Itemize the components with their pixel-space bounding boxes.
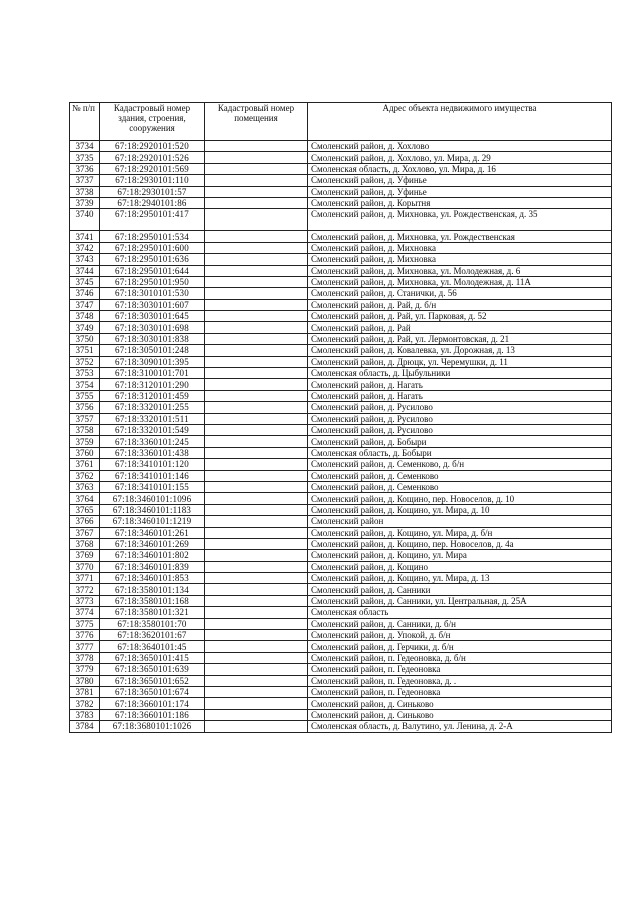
address-cell: Смоленская область, д. Бобыри xyxy=(308,447,612,458)
cadastral-premises-cell xyxy=(205,698,308,709)
table-row xyxy=(70,573,612,584)
row-number: 3782 xyxy=(70,698,100,709)
cadastral-building-cell: 67:18:2920101:520 xyxy=(100,141,205,152)
address-cell: Смоленский район, д. Михновка, ул. Рождественская xyxy=(308,231,612,242)
cadastral-premises-cell xyxy=(205,424,308,435)
table-row xyxy=(70,242,612,253)
row-number: 3777 xyxy=(70,641,100,652)
cadastral-building-cell: 67:18:3460101:1219 xyxy=(100,516,205,527)
address-cell: Смоленский район, д. Михновка, ул. Молодежная, д. 6 xyxy=(308,265,612,276)
cadastral-premises-cell xyxy=(205,368,308,379)
address-cell: Смоленский район, д. Рай, ул. Лермонтовская, д. 21 xyxy=(308,333,612,344)
address-cell: Смоленский район, д. Синьково xyxy=(308,709,612,720)
cadastral-premises-cell xyxy=(205,231,308,242)
cadastral-premises-cell xyxy=(205,459,308,470)
table-row xyxy=(70,584,612,595)
cadastral-building-cell: 67:18:3620101:67 xyxy=(100,630,205,641)
cadastral-building-cell: 67:18:3640101:45 xyxy=(100,641,205,652)
header-number: № п/п xyxy=(70,103,100,141)
row-number: 3760 xyxy=(70,447,100,458)
address-cell: Смоленский район, д. Михновка, ул. Молодежная, д. 11А xyxy=(308,276,612,287)
address-cell: Смоленский район, д. Кощино, ул. Мира, д. 10 xyxy=(308,504,612,515)
cadastral-premises-cell xyxy=(205,504,308,515)
table-row xyxy=(70,322,612,333)
cadastral-building-cell: 67:18:3120101:290 xyxy=(100,379,205,390)
address-cell: Смоленский район, д. Нагать xyxy=(308,379,612,390)
row-number: 3750 xyxy=(70,333,100,344)
address-cell: Смоленский район, д. Уфинье xyxy=(308,186,612,197)
table-row xyxy=(70,175,612,186)
address-cell: Смоленский район, д. Станички, д. 56 xyxy=(308,288,612,299)
cadastral-building-cell: 67:18:3580101:134 xyxy=(100,584,205,595)
cadastral-premises-cell xyxy=(205,311,308,322)
cadastral-building-cell: 67:18:3660101:174 xyxy=(100,698,205,709)
table-row xyxy=(70,538,612,549)
row-number: 3746 xyxy=(70,288,100,299)
row-number: 3740 xyxy=(70,209,100,231)
cadastral-building-cell: 67:18:3410101:155 xyxy=(100,481,205,492)
row-number: 3748 xyxy=(70,311,100,322)
cadastral-premises-cell xyxy=(205,163,308,174)
table-row xyxy=(70,356,612,367)
row-number: 3747 xyxy=(70,299,100,310)
row-number: 3784 xyxy=(70,721,100,732)
row-number: 3742 xyxy=(70,242,100,253)
cadastral-building-cell: 67:18:3460101:802 xyxy=(100,550,205,561)
address-cell: Смоленский район, п. Гедеоновка xyxy=(308,686,612,697)
address-cell: Смоленский район, д. Корытня xyxy=(308,197,612,208)
cadastral-building-cell: 67:18:3360101:245 xyxy=(100,436,205,447)
address-cell: Смоленская область, д. Цыбульники xyxy=(308,368,612,379)
row-number: 3756 xyxy=(70,402,100,413)
row-number: 3752 xyxy=(70,356,100,367)
cadastral-premises-cell xyxy=(205,379,308,390)
address-cell: Смоленская область, д. Валутино, ул. Ленина, д. 2-А xyxy=(308,721,612,732)
cadastral-premises-cell xyxy=(205,276,308,287)
table-row xyxy=(70,561,612,572)
row-number: 3783 xyxy=(70,709,100,720)
cadastral-building-cell: 67:18:3030101:838 xyxy=(100,333,205,344)
cadastral-building-cell: 67:18:3120101:459 xyxy=(100,390,205,401)
address-cell: Смоленский район, д. Санники xyxy=(308,584,612,595)
row-number: 3738 xyxy=(70,186,100,197)
cadastral-building-cell: 67:18:3460101:1183 xyxy=(100,504,205,515)
address-cell: Смоленский район, д. Санники, д. б/н xyxy=(308,618,612,629)
row-number: 3770 xyxy=(70,561,100,572)
row-number: 3772 xyxy=(70,584,100,595)
address-cell: Смоленский район, д. Кощино, ул. Мира, д. 13 xyxy=(308,573,612,584)
cadastral-building-cell: 67:18:2930101:110 xyxy=(100,175,205,186)
table-row xyxy=(70,209,612,231)
cadastral-building-cell: 67:18:3650101:415 xyxy=(100,652,205,663)
row-number: 3774 xyxy=(70,607,100,618)
cadastral-premises-cell xyxy=(205,197,308,208)
row-number: 3765 xyxy=(70,504,100,515)
cadastral-building-cell: 67:18:3090101:395 xyxy=(100,356,205,367)
address-cell: Смоленский район, д. Хохлово, ул. Мира, д. 29 xyxy=(308,152,612,163)
cadastral-premises-cell xyxy=(205,652,308,663)
cadastral-building-cell: 67:18:2940101:86 xyxy=(100,197,205,208)
cadastral-premises-cell xyxy=(205,470,308,481)
cadastral-building-cell: 67:18:2920101:569 xyxy=(100,163,205,174)
cadastral-building-cell: 67:18:2950101:534 xyxy=(100,231,205,242)
cadastral-premises-cell xyxy=(205,402,308,413)
cadastral-premises-cell xyxy=(205,322,308,333)
table-row xyxy=(70,276,612,287)
table-header-row xyxy=(70,103,612,141)
row-number: 3761 xyxy=(70,459,100,470)
cadastral-building-cell: 67:18:3030101:645 xyxy=(100,311,205,322)
cadastral-premises-cell xyxy=(205,709,308,720)
address-cell: Смоленский район, д. Нагать xyxy=(308,390,612,401)
cadastral-premises-cell xyxy=(205,209,308,231)
table-row xyxy=(70,186,612,197)
address-cell: Смоленский район, д. Михновка, ул. Рождественская, д. 35 xyxy=(308,209,612,231)
address-cell: Смоленский район, д. Русилово xyxy=(308,424,612,435)
cadastral-premises-cell xyxy=(205,607,308,618)
table-body xyxy=(70,141,612,733)
row-number: 3769 xyxy=(70,550,100,561)
cadastral-building-cell: 67:18:3580101:70 xyxy=(100,618,205,629)
row-number: 3741 xyxy=(70,231,100,242)
table-row xyxy=(70,470,612,481)
cadastral-premises-cell xyxy=(205,254,308,265)
table-row xyxy=(70,231,612,242)
cadastral-premises-cell xyxy=(205,595,308,606)
address-cell: Смоленский район xyxy=(308,516,612,527)
cadastral-building-cell: 67:18:3410101:146 xyxy=(100,470,205,481)
cadastral-premises-cell xyxy=(205,288,308,299)
row-number: 3744 xyxy=(70,265,100,276)
table-row xyxy=(70,516,612,527)
address-cell: Смоленский район, д. Бобыри xyxy=(308,436,612,447)
row-number: 3743 xyxy=(70,254,100,265)
row-number: 3736 xyxy=(70,163,100,174)
cadastral-premises-cell xyxy=(205,675,308,686)
cadastral-premises-cell xyxy=(205,175,308,186)
cadastral-building-cell: 67:18:3050101:248 xyxy=(100,345,205,356)
cadastral-building-cell: 67:18:3360101:438 xyxy=(100,447,205,458)
row-number: 3734 xyxy=(70,141,100,152)
row-number: 3779 xyxy=(70,664,100,675)
row-number: 3778 xyxy=(70,652,100,663)
address-cell: Смоленский район, п. Гедеоновка xyxy=(308,664,612,675)
cadastral-building-cell: 67:18:2950101:417 xyxy=(100,209,205,231)
table-row xyxy=(70,698,612,709)
property-register-table xyxy=(69,102,612,733)
address-cell: Смоленский район, д. Кощино, ул. Мира, д. б/н xyxy=(308,527,612,538)
address-cell: Смоленский район, д. Рай, д. б/н xyxy=(308,299,612,310)
cadastral-building-cell: 67:18:3460101:1096 xyxy=(100,493,205,504)
row-number: 3764 xyxy=(70,493,100,504)
table-row xyxy=(70,459,612,470)
row-number: 3757 xyxy=(70,413,100,424)
address-cell: Смоленский район, д. Русилово xyxy=(308,402,612,413)
header-cadastral-premises: Кадастровый номер помещения xyxy=(205,103,308,141)
row-number: 3735 xyxy=(70,152,100,163)
cadastral-premises-cell xyxy=(205,664,308,675)
table-row xyxy=(70,141,612,152)
row-number: 3759 xyxy=(70,436,100,447)
row-number: 3771 xyxy=(70,573,100,584)
cadastral-building-cell: 67:18:3580101:168 xyxy=(100,595,205,606)
row-number: 3737 xyxy=(70,175,100,186)
cadastral-premises-cell xyxy=(205,686,308,697)
address-cell: Смоленский район, д. Герчики, д. б/н xyxy=(308,641,612,652)
cadastral-premises-cell xyxy=(205,561,308,572)
cadastral-premises-cell xyxy=(205,141,308,152)
address-cell: Смоленский район, д. Дрюцк, ул. Черемушки, д. 11 xyxy=(308,356,612,367)
table-row xyxy=(70,595,612,606)
cadastral-building-cell: 67:18:3650101:639 xyxy=(100,664,205,675)
cadastral-building-cell: 67:18:2950101:950 xyxy=(100,276,205,287)
table-row xyxy=(70,652,612,663)
cadastral-premises-cell xyxy=(205,265,308,276)
address-cell: Смоленский район, д. Кощино xyxy=(308,561,612,572)
address-cell: Смоленский район, д. Рай, ул. Парковая, д. 52 xyxy=(308,311,612,322)
cadastral-premises-cell xyxy=(205,356,308,367)
cadastral-premises-cell xyxy=(205,333,308,344)
row-number: 3775 xyxy=(70,618,100,629)
table-row xyxy=(70,618,612,629)
cadastral-premises-cell xyxy=(205,345,308,356)
table-row xyxy=(70,163,612,174)
cadastral-premises-cell xyxy=(205,516,308,527)
cadastral-building-cell: 67:18:3650101:674 xyxy=(100,686,205,697)
table-row xyxy=(70,550,612,561)
cadastral-building-cell: 67:18:3460101:269 xyxy=(100,538,205,549)
cadastral-building-cell: 67:18:2950101:636 xyxy=(100,254,205,265)
table-row xyxy=(70,686,612,697)
address-cell: Смоленская область xyxy=(308,607,612,618)
cadastral-premises-cell xyxy=(205,641,308,652)
table-row xyxy=(70,152,612,163)
table-row xyxy=(70,481,612,492)
table-row xyxy=(70,197,612,208)
header-cadastral-building: Кадастровый номер здания, строения, сооружения xyxy=(100,103,205,141)
address-cell: Смоленский район, д. Санники, ул. Центральная, д. 25А xyxy=(308,595,612,606)
cadastral-building-cell: 67:18:3650101:652 xyxy=(100,675,205,686)
table-row xyxy=(70,664,612,675)
address-cell: Смоленский район, д. Кощино, пер. Новоселов, д. 10 xyxy=(308,493,612,504)
table-row xyxy=(70,721,612,732)
address-cell: Смоленский район, д. Уфинье xyxy=(308,175,612,186)
address-cell: Смоленский район, д. Семенково, д. б/н xyxy=(308,459,612,470)
table-row xyxy=(70,527,612,538)
cadastral-premises-cell xyxy=(205,493,308,504)
table-row xyxy=(70,413,612,424)
table-row xyxy=(70,630,612,641)
cadastral-building-cell: 67:18:2930101:57 xyxy=(100,186,205,197)
address-cell: Смоленский район, д. Хохлово xyxy=(308,141,612,152)
row-number: 3776 xyxy=(70,630,100,641)
cadastral-premises-cell xyxy=(205,186,308,197)
table-row xyxy=(70,368,612,379)
cadastral-premises-cell xyxy=(205,390,308,401)
address-cell: Смоленский район, д. Русилово xyxy=(308,413,612,424)
address-cell: Смоленский район, д. Семенково xyxy=(308,470,612,481)
address-cell: Смоленский район, п. Гедеоновка, д. . xyxy=(308,675,612,686)
cadastral-premises-cell xyxy=(205,550,308,561)
cadastral-premises-cell xyxy=(205,447,308,458)
table-row xyxy=(70,447,612,458)
cadastral-building-cell: 67:18:2920101:526 xyxy=(100,152,205,163)
address-cell: Смоленская область, д. Хохлово, ул. Мира, д. 16 xyxy=(308,163,612,174)
cadastral-building-cell: 67:18:3460101:853 xyxy=(100,573,205,584)
cadastral-building-cell: 67:18:3030101:698 xyxy=(100,322,205,333)
table-row xyxy=(70,254,612,265)
address-cell: Смоленский район, д. Кощино, ул. Мира xyxy=(308,550,612,561)
table-row xyxy=(70,299,612,310)
row-number: 3755 xyxy=(70,390,100,401)
table-row xyxy=(70,504,612,515)
row-number: 3753 xyxy=(70,368,100,379)
cadastral-building-cell: 67:18:3680101:1026 xyxy=(100,721,205,732)
cadastral-building-cell: 67:18:3660101:186 xyxy=(100,709,205,720)
row-number: 3758 xyxy=(70,424,100,435)
table-row xyxy=(70,675,612,686)
row-number: 3773 xyxy=(70,595,100,606)
cadastral-building-cell: 67:18:3320101:255 xyxy=(100,402,205,413)
cadastral-premises-cell xyxy=(205,436,308,447)
row-number: 3763 xyxy=(70,481,100,492)
cadastral-premises-cell xyxy=(205,481,308,492)
cadastral-premises-cell xyxy=(205,152,308,163)
cadastral-building-cell: 67:18:3030101:607 xyxy=(100,299,205,310)
row-number: 3766 xyxy=(70,516,100,527)
table-row xyxy=(70,641,612,652)
row-number: 3751 xyxy=(70,345,100,356)
row-number: 3767 xyxy=(70,527,100,538)
cadastral-building-cell: 67:18:3410101:120 xyxy=(100,459,205,470)
table-row xyxy=(70,265,612,276)
table-row xyxy=(70,311,612,322)
table-row xyxy=(70,288,612,299)
header-address: Адрес объекта недвижимого имущества xyxy=(308,103,612,141)
row-number: 3739 xyxy=(70,197,100,208)
address-cell: Смоленский район, д. Михновка xyxy=(308,242,612,253)
cadastral-building-cell: 67:18:2950101:600 xyxy=(100,242,205,253)
cadastral-building-cell: 67:18:3580101:321 xyxy=(100,607,205,618)
address-cell: Смоленский район, д. Ковалевка, ул. Дорожная, д. 13 xyxy=(308,345,612,356)
cadastral-building-cell: 67:18:3320101:549 xyxy=(100,424,205,435)
table-row xyxy=(70,390,612,401)
row-number: 3768 xyxy=(70,538,100,549)
table-row xyxy=(70,424,612,435)
cadastral-premises-cell xyxy=(205,584,308,595)
table-row xyxy=(70,607,612,618)
cadastral-premises-cell xyxy=(205,538,308,549)
address-cell: Смоленский район, п. Гедеоновка, д. б/н xyxy=(308,652,612,663)
table-row xyxy=(70,345,612,356)
table-row xyxy=(70,333,612,344)
row-number: 3762 xyxy=(70,470,100,481)
cadastral-building-cell: 67:18:2950101:644 xyxy=(100,265,205,276)
table-row xyxy=(70,402,612,413)
cadastral-premises-cell xyxy=(205,630,308,641)
row-number: 3754 xyxy=(70,379,100,390)
address-cell: Смоленский район, д. Упокой, д. б/н xyxy=(308,630,612,641)
cadastral-building-cell: 67:18:3100101:701 xyxy=(100,368,205,379)
cadastral-building-cell: 67:18:3320101:511 xyxy=(100,413,205,424)
cadastral-premises-cell xyxy=(205,721,308,732)
cadastral-premises-cell xyxy=(205,413,308,424)
cadastral-premises-cell xyxy=(205,527,308,538)
cadastral-building-cell: 67:18:3010101:530 xyxy=(100,288,205,299)
cadastral-premises-cell xyxy=(205,242,308,253)
cadastral-premises-cell xyxy=(205,299,308,310)
table-row xyxy=(70,436,612,447)
cadastral-premises-cell xyxy=(205,618,308,629)
table-row xyxy=(70,379,612,390)
row-number: 3749 xyxy=(70,322,100,333)
table-row xyxy=(70,709,612,720)
address-cell: Смоленский район, д. Рай xyxy=(308,322,612,333)
address-cell: Смоленский район, д. Кощино, пер. Новоселов, д. 4а xyxy=(308,538,612,549)
cadastral-building-cell: 67:18:3460101:839 xyxy=(100,561,205,572)
table-row xyxy=(70,493,612,504)
address-cell: Смоленский район, д. Синьково xyxy=(308,698,612,709)
cadastral-premises-cell xyxy=(205,573,308,584)
row-number: 3780 xyxy=(70,675,100,686)
address-cell: Смоленский район, д. Семенково xyxy=(308,481,612,492)
address-cell: Смоленский район, д. Михновка xyxy=(308,254,612,265)
cadastral-building-cell: 67:18:3460101:261 xyxy=(100,527,205,538)
row-number: 3781 xyxy=(70,686,100,697)
row-number: 3745 xyxy=(70,276,100,287)
